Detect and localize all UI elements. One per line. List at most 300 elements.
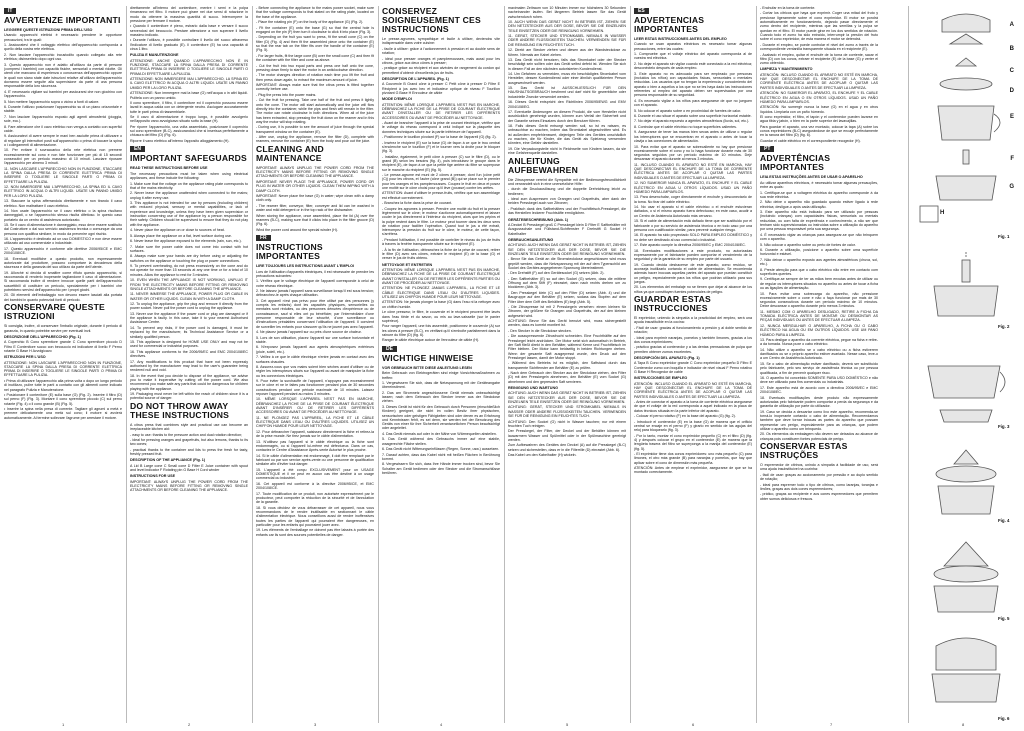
paragraph: 20. Gli elementi dell'imballaggio non devono essere lasciati alla portata dei bambini in quanto potenziali fonti di pericolo.: [4, 293, 122, 302]
fig2-drawing: [914, 246, 1018, 330]
paragraph: - durch die Druckauslösung und die doppelte Drehrichtung leicht zu bedienen;: [508, 187, 626, 196]
paragraph: 6. Durante a utilização, posicione o aparelho sobre uma superfície horizontal e estável.: [760, 248, 878, 257]
subsection-heading: GEBRAUCHSANLEITUNG: [508, 237, 554, 242]
paragraph: ATTENZIONE: ANCHE QUANDO L'APPARECCHIO NON È IN FUNZIONE, STACCARE LA SPINA DALLA PRESA DI CORRENTE ELETTRICA PRIMA DI INSERIRE O TOGLIERE LE SINGOLE PARTI O PRIMA DI EFFETTUARE LA PULIZIA.: [130, 58, 248, 76]
section-heading: INSTRUCTIONS IMPORTANTES: [256, 242, 323, 262]
paragraph: 11. NEVER IMMERSE THE APPLIANCE, POWER PLUG OR CABLE IN WATER OR OTHER LIQUIDS. CLEAN IN WITH A DAMP CLOTH.: [130, 292, 248, 301]
paragraph: Wind the power cord around the special winder (H).: [256, 227, 338, 232]
paragraph: 5. Das Gerät während des Gebrauchs immer auf eine stabile, waagerechte Fläche stellen.: [382, 437, 500, 446]
figure-label: Fig. 4: [998, 518, 1010, 523]
paragraph: Usando apparecchi elettrici è necessario prendere le opportune precauzioni, tra le quali:: [4, 33, 122, 42]
paragraph: - Plug the press into the power mains.: [256, 92, 317, 97]
paragraph: Ranger le câble électrique autour de l'enrouleur de câble (H).: [382, 338, 480, 343]
paragraph: Die Zitruspresse vereint die Sympathie mit der Bedienungsfreundlichkeit und verwandelt sich in eine unersetzliche Hilfe:: [508, 177, 626, 186]
paragraph: 16. O aparelho foi concebido SOMENTE PARA USO DOMÉSTICO e não deve ser utilizado para fins comerciais ou industriais.: [760, 375, 878, 385]
paragraph: 9. Asegurarse de tener las manos bien secas antes de utilizar o regular los interruptores que se encuentran en el aparato o antes de tocar la clavija o las conexiones de alimentación.: [634, 130, 752, 144]
paragraph: 2. No dejar el aparato sin vigilar cuando esté conectado a la red eléctrica; desconéctelo después de cada empleo.: [634, 61, 752, 71]
paragraph: Zum Aufbewahren des Gerätes den Deckel (A) auf die Presskegel (B-C) setzen und sicherstellen, dass er in die Filterrille (D) einrastet (Abb. 6).: [508, 443, 626, 452]
paragraph: 17. Este aparato cumple la directiva 2006/95/EC y EMC 2004/108/EC.: [634, 243, 746, 248]
language-tag: ES: [634, 8, 649, 14]
paragraph: 9. Assicuratevi di avere sempre le mani ben asciutte prima di utilizzare o di regolare gli interruttori posti sull'apparecchio o prima di toccare la spina o i collegamenti di alimentazione.: [4, 134, 122, 147]
paragraph: 10. Para evitar que el aparato se sobrecaliente no hay que presionar excesivamente sobre el cono y no lo haga funcionar durante más de 30 segundos seguidos por un período máximo de 10 minutos. Deje descansar el aparato durante al menos 3 minutos.: [634, 144, 752, 162]
paragraph: - Den Drehstift (F) auf den Gerätesockel (G) setzen (Abb. 2).: [508, 271, 605, 276]
paragraph: 10. EVEN WHEN THE APPLIANCE IS NOT WORKING, UNPLUG IT FROM THE ELECTRICITY MAINS BEFORE FITTING OR REMOVING SINGLE ATTACHMENTS OR BEFORE CLEANING THE APPLIANCE.: [130, 278, 248, 291]
paragraph: 3. Este aparelho não está indicado para ser utilizado por pessoas (incluindo crianças) com capacidades físicas, sensoriais ou mentais reduzidas, ou com falta de experiência e conhecimento, a não ser que tenham sido supervisionadas ou instruídas sobre a utilização do aparelho por uma pessoa responsável pela sua segurança.: [760, 210, 878, 232]
paragraph: 13. Das Gerät nicht benutzen, falls das Stromkabel oder der Stecker beschädigt sein sollten oder das Gerät selbst defekt ist. Wenden Sie sich in diesem Fall an den nächsten autorisierten Kundendienst.: [508, 58, 626, 71]
subsection-heading: READ THESE INSTRUCTIONS BEFORE USE: [130, 166, 208, 171]
paragraph: 14. To prevent any risks, if the power cord is damaged, it must be replaced by the manufacturer, its Technical Assistance Service or a similarly qualified person.: [130, 325, 248, 339]
paragraph: - Ideal para exprimir naranjas, pomelos y también limones, gracias a los dos conos exprimidores;: [634, 335, 752, 344]
paragraph: - ideal zum Auspressen von Orangen und Grapefruits, aber dank der beiden Presskegel auch von Zitronen;: [508, 197, 626, 206]
part-letter: G: [1009, 184, 1014, 190]
subsection-heading: LIMPIEZA Y MANTENIMIENTO: [760, 67, 813, 72]
paragraph: IMPORTANT: ALWAYS UNPLUG THE POWER CORD FROM THE ELECTRICITY MAINS BEFORE FITTING OR REMOVING SINGLE ATTACHMENTS OR BEFORE CLEANING THE APPLIANCE.: [130, 479, 248, 493]
paragraph: ATENCIÓN: NO SUMERGIR EL APARATO, EL ENCHUFE Y EL CABLE ELÉCTRICO EN AGUA O EN OTROS LÍQUIDOS. USAD UN PAÑO HÚMEDO PARA LIMPIARLOS.: [760, 91, 878, 104]
paragraph: - For larger fruits, fit the large cone (B) over the small cone (C) and then fit the container with the filter and cone as above.: [256, 53, 374, 63]
paragraph: 13. Para desenchufar, coger directamente el enchufe y desconectarlo de la toma. No tirar del cable eléctrico.: [634, 195, 752, 204]
paragraph: - Acabado el empleo, quitar el enchufe de la toma de corriente, sacar el filtro (D) con los conos, extraer el recipiente (E) de la base (G) y verter el zumo obtenido.: [760, 52, 878, 66]
paragraph: 12. To unplug the appliance, grip the plug and remove it directly from the power socket. Never pull the power cord to unplug the appliance.: [130, 302, 248, 311]
column-divider: [504, 6, 505, 723]
part-letter: A: [1009, 22, 1014, 28]
paragraph: - El exprimidor tiene dos conos exprimidores: uno más pequeño (C) para limones, el otro más grande (B) para naranjas y pomelos, que hay que aplicar sobre el cono de dimensión más pequeña.: [634, 452, 752, 465]
section-heading: CONSERVAR ESTAS INSTRUÇÕES: [760, 441, 848, 461]
paragraph: El exprimidor, uniendo la simpatía a la practicidad del empleo, será una ayuda insustituible en la cocina:: [634, 316, 752, 325]
paragraph: 8. Assurez-vous que vos mains soient bien sèches avant d'utiliser ou de régler les interrupteurs situés sur l'appareil ou avant de manipuler la fiche ou les connexions électriques.: [256, 364, 374, 378]
paragraph: Ao utilizar aparelhos eléctricos, é necessário tomar algumas precauções, entre as quais:: [760, 180, 878, 190]
paragraph: 10. Per evitare il sovraccarico della rete elettrica non premere eccessivamente sul cono e non fate funzionare per più di 15 secondi consecutivi per un periodo massimo di 10 minuti. Lasciare riposare l'apparecchio per almeno 3 minuti.: [4, 148, 122, 166]
paragraph: ATENCIÓN: Antes de emplear el exprimidor, asegurarse de que se ha montado correctamente.: [634, 466, 752, 475]
column-fr-de: [382, 6, 500, 715]
paragraph: 15. Se il cavo di alimentazione è danneggiato, esso deve essere sostituito dal Costruttore o dal suo servizio assistenza tecnica o comunque da una persona con qualifica similare, in modo da prevenire ogni rischio.: [4, 223, 122, 236]
paragraph: direttamente all'interno del contenitore, mentre i semi e la polpa rimarranno nel filtro. Il motore può girare nei due sensi di rotazione in modo da ottenere la massima quantità di succo. Interrompere la pressione per fermare il motore.: [130, 6, 248, 23]
paragraph: - Avant de brancher l'appareil à la prise de courant électrique, vérifiez que le voltage du réseau correspond à celui indiqué sur la plaquette des données techniques située sur la partie inférieure de l'appareil.: [382, 121, 500, 134]
paragraph: 12. Direkt am Stecker ziehen und diesen aus der Wandsteckdose zu führen. Niemals am Kabel ziehen.: [508, 48, 626, 57]
figure-4: [914, 434, 1018, 522]
paragraph: ACHTUNG: Bevor Sie das Gerät benutzt wird, muss sichergestellt werden, dass es korrekt montiert ist.: [508, 319, 626, 328]
paragraph: - Die auszupressende Zitrusfrucht schneiden. Eine Fruchthälfte auf den Presskegel leicht andrücken. Der Motor setzt sich automatisch in Betrieb, der Saft fließt direkt in den Behälter, während Kerne und Fruchtfleisch im Filter bleiben. Der Motor kann beidseitig in beiden Richtungen drehen. Wenn der gesamte Saft ausgepresst wurde, den Druck auf den Presskegel lassen, damit der Motor stoppt.: [508, 334, 626, 360]
paragraph: - Bevor Sie das Gerät an die Stromsteckdose angeschlossen wird muss geprüft werden, dass die Netzspannung mit der auf dem Typenschild am Sockel des Gerätes angegebenen Spannung übereinstimmt.: [508, 257, 626, 270]
paragraph: 2. Ne laissez jamais l'appareil sans surveillance lorsqu'il est sous tension; débranchez-le après chaque utilisation.: [256, 289, 374, 298]
paragraph: 7. Make sure the power cable does not come into contact with hot surfaces.: [130, 244, 248, 253]
paragraph: Guardar el cable eléctrico en el correspondiente recogedor (H).: [760, 138, 861, 143]
column-it-en: [130, 6, 248, 715]
paragraph: 2. Non lasciare l'apparecchio incustodito quando collegato alla rete elettrica; disinseritelo dopo ogni uso.: [4, 52, 122, 62]
paragraph: 17. Any modifications to this product that have not been expressly authorised by the manufacturer may lead to the user's guarantee being rendered null and void.: [130, 359, 248, 373]
paragraph: 14. Non usate l'apparecchio se il cavo elettrico o la spina risultano danneggiati, o se l'apparecchio stesso risulta difettoso. In questo caso portatelo da un centro di assistenza autorizzato.: [4, 209, 122, 222]
paragraph: - Pendant l'utilisation, il est possible de contrôler le niveau du jus de fruits à travers la fenêtre transparente située sur le récipient (E).: [382, 237, 500, 247]
paragraph: 19. Packaging must never be left within the reach of children since it is a potential source of danger.: [130, 392, 248, 401]
paragraph: When storing the appliance, once assembled, place the lid (A) over the reamers (B-C), making sure that it clicks into place in the filter groove (D) (Fig. 6).: [256, 213, 374, 227]
paragraph: Le cône presseur, le filtre, le couvercle et le récipient peuvent être lavés dans l'eau tiède et du savon, ou mis au lave-vaisselle (sur le panier supérieur).: [382, 310, 500, 323]
paragraph: 16. Dieses Gerät entspricht den Richtlinien 2006/95/EWG und EMV 2004/108/EG.: [508, 100, 626, 109]
paragraph: 20. Los elementos del embalaje no se tienen que dejar al alcance de los niños ya que constituyen fuentes potenciales de peligro.: [634, 285, 752, 294]
rotating-pin-drawing: [963, 150, 969, 164]
paragraph: 1. Make sure that the voltage on the appliance rating plate corresponds to that of the mains electricity.: [130, 181, 248, 190]
column-de: [508, 6, 626, 715]
cord-winder-drawing: [920, 206, 938, 222]
column-en-fr: [256, 6, 374, 715]
language-tag: IT: [4, 8, 16, 14]
figures-column: [914, 6, 1018, 719]
column-divider: [630, 6, 631, 723]
paragraph: - practical thanks to the container and lids to press the fresh for tasty, freshly pressed fruit.: [130, 447, 248, 457]
language-tag: PT: [760, 146, 774, 152]
paragraph: 2. Never leave the appliance unattended when connected to the mains; unplug it after every use.: [130, 191, 248, 200]
paragraph: The necessary precautions must be taken when using electrical appliances, and these include the following:: [130, 171, 248, 181]
paragraph: 6. Das Gerät nicht Witterungseinflüssen (Regen, Sonne, usw.) aussetzen.: [382, 447, 500, 452]
paragraph: 16. L'apparecchio è destinato ad un uso DOMESTICO e non deve essere utilizzato ad uso commerciale o industriale.: [4, 237, 122, 246]
paragraph: - Während des Betriebs ist es möglich, den Saftstand durch das transparente Sichtfenster am Behälter (E) zu prüfen.: [508, 361, 626, 370]
paragraph: 5. Non mettere l'apparecchio sopra o vicino a fonti di calore.: [4, 99, 100, 104]
subsection-heading: REINIGUNG UND WARTUNG: [508, 385, 558, 390]
fig4-drawing: [914, 434, 1018, 522]
paragraph: 10. AUCH WENN DAS GERÄT NICHT IN BETRIEB IST, ZIEHEN SIE DEN NETZSTECKER AUS DER DOSE, BEVOR SIE DIE EINZELNEN TEILE EINSETZEN ODER DIE REINIGUNG VORNEHMEN.: [508, 20, 626, 33]
paragraph: 15. This appliance is designed for HOME USE ONLY and may not be used for commercial or industrial purposes.: [130, 340, 248, 349]
paragraph: ACHTUNG: AUCH WENN DAS GERÄT NICHT IN BETRIEB IST, ZIEHEN SIE DEN NETZSTECKER AUS DER DOSE, BEVOR SIE DIE EINZELNEN TEILE EINSETZEN ODER DIE REINIGUNG VORNEHMEN.: [508, 391, 626, 404]
paragraph: A citrus press that combines style and practical use can become an irreplaceable kitchen aid:: [130, 422, 248, 432]
paragraph: - Cut the fruit into two equal parts and press one half onto the cone, pressing down firmly to start the motor in an anticlockwise direction.: [256, 63, 374, 72]
paragraph: 11. MESMO COM O APARELHO DESLIGADO, RETIRE A FICHA DA TOMADA ELÉCTRICA ANTES DE MONTAR OU DESMONTAR AS PEÇAS INDIVIDUAIS OU ANTES DE EFECTUAR A LIMPEZA.: [760, 309, 878, 323]
paragraph: 9. Pour éviter la surchauffe de l'appareil, n'appuyez pas excessivement sur le cône et ne le faites pas fonctionner pendant plus de 30 secondes consécutives pendant une période maximale de 10 minutes. Laissez reposer l'appareil pendant au moins 3 minutes.: [256, 379, 374, 396]
paragraph: ATTENTION: Avant d'utiliser le presse-fruits, vérifiez que son assemblage est effectué correctement.: [382, 191, 500, 200]
figure-label: Fig. 1: [998, 234, 1010, 239]
paragraph: 3. This appliance is not intended for use by persons (including children) with reduced physical, sensory or mental capabilities, or lack of experience and knowledge, unless they have been given supervision or instruction concerning use of the appliance by a person responsible for their safety. Children should be supervised to ensure that they do not play with the appliance.: [130, 201, 248, 227]
figure-2: [914, 246, 1018, 330]
paragraph: 5. No colocar el aparato sobre o en proximidad de fuentes de calor.: [634, 108, 742, 113]
paragraph: - The motor changes direction of rotation each time you lift the fruit and then press down again, to extract the maximum amount of juice.: [256, 73, 374, 82]
paragraph: IMPORTANT: Never place the base (G) in water; wipe clean with a damp cloth only.: [256, 194, 374, 203]
base-drawing: [936, 176, 996, 200]
paragraph: • Inserire la spina nella presa di corrente. Tagliare gli agrumi a metà e premere delicatamente una metà sul cono; il motore si avvierà automaticamente. Al termine sollevare l'agrume per arrestare il motore.: [4, 407, 122, 420]
paragraph: - prático, graças ao recipiente e aos cones espremedores que permitem obter sumos deliciosos e frescos.: [760, 492, 878, 501]
section-heading: CLEANING AND MAINTENANCE: [256, 143, 324, 163]
paragraph: 5. Não colocar o aparelho sobre ou perto de fontes de calor.: [760, 242, 856, 247]
part-letter: E: [1009, 114, 1014, 120]
paragraph: - Fit the container (E) onto the base (G) so that the central hole is engaged on the pin (F) then turn it clockwise to click it into place (Fig. 3).: [256, 25, 374, 34]
paragraph: - Installez, également, le petit cône à presser (C) sur le filtre (D), ou le grand (B) selon les besoins (fig. 4), puis introduisez le groupe dans le récipient (E), de façon à ce que la petite tige arrière du filtre se superpose sur le manche du récipient (E) (fig. 5).: [382, 154, 500, 172]
paragraph: 11. GERÄT, STECKER UND STROMKABEL NIEMALS IN WASSER ODER ANDERE FLÜSSIGKEITEN TAUCHEN. VERWENDEN SIE FÜR DIE REINIGUNG EIN FEUCHTES TUCH.: [508, 34, 626, 47]
language-tag: EN: [130, 146, 145, 152]
paragraph: O espremedor de citrinos, unindo a simpatia à facilidade de uso, será uma ajuda insubstituível na cozinha:: [760, 463, 878, 472]
paragraph: 5. Always place the appliance on a flat, level surface during use.: [130, 233, 232, 238]
page-number: 3: [314, 722, 317, 727]
paragraph: 6. Never leave the appliance exposed to the elements (rain, sun, etc.).: [130, 239, 242, 244]
paragraph: 14. Não utilize o aparelho se o cabo eléctrico ou a ficha estiverem danificados ou se o próprio aparelho estiver avariado. Nesse caso, leve-o a um Centro de Assistência Autorizado.: [760, 347, 878, 361]
paragraph: - Praktisch dank des Saftbehälters und der Fruchtfleisch-Presskegel, die das Herstellen leckerer Fruchtsäfte ermöglichen.: [508, 206, 626, 216]
paragraph: Das Kabel um den Kabelhalter (H) wickeln.: [508, 453, 577, 458]
section-heading: GUARDAR ESTAS INSTRUCCIONES: [634, 294, 711, 314]
paragraph: 6. Durante l'utilizzo posizionare l'apparecchio su di un piano orizzontale e stabile.: [4, 104, 122, 114]
paragraph: 15. L'appareil a été conçu EXCLUSIVEMENT pour un USAGE DOMESTIQUE et il ne peut en aucun cas être destiné à un usage commercial ou industriel.: [256, 467, 374, 481]
paragraph: - Before connecting the appliance to the mains power socket, make sure that the voltage corresponds to that stated on the rating plate, located on the base of the appliance.: [256, 6, 374, 19]
paragraph: - The reamer filter, conveyor, filter, conveyer and lid can be washed in water and mild detergent or in the top rack of the dishwasher.: [256, 203, 374, 213]
section-heading: ADVERTENCIAS IMPORTANTES: [634, 15, 705, 34]
paragraph: 1. Vergewissern Sie sich, dass die Netzspannung mit der Geräteangabe übereinstimmt.: [382, 381, 500, 390]
paragraph: 12. NO SUMERGIR NUNCA EL APARATO, EL ENCHUFE Y EL CABLE ELÉCTRICO EN AGUA U OTROS LÍQUIDOS. USAD UN PAÑO HÚMEDO PARA LIMPIARLOS.: [634, 181, 752, 194]
paragraph: 2. Das am Stromnetz angeschlossene Gerät niemals unbeaufsichtigt lassen; nach dem Gebrauch den Stecker immer aus der Steckdose ziehen.: [382, 390, 500, 404]
paragraph: - Place the rotating pin (F) on the body of the appliance (G) (Fig. 2).: [256, 20, 364, 25]
figure-3: [914, 338, 1018, 429]
section-heading: AVVERTENZE IMPORTANTI: [4, 15, 121, 25]
section-heading: IMPORTANT SAFEGUARDS: [130, 153, 247, 164]
paragraph: 18. Falls dieses Gerät entsorgt werden soll, so ist es ratsam, es unbrauchbar zu machen, indem das Stromkabel abgeschnitten wird. Es ist außerdem empfehlenswert, diejenigen Teile des Gerätes unschädlich zu machen, die für Kinder, die das Gerät als Spielzeug verwenden könnten, eine Gefahr darstellen.: [508, 124, 626, 146]
paragraph: - Enchufar en la toma de corriente.: [760, 6, 816, 10]
paragraph: 12. NUNCA MERGULHAR O APARELHO, A FICHA OU O CABO ELÉCTRICO NA ÁGUA OU EM OUTROS LÍQUIDOS. USE UM PANO HÚMIDO PARA A LIMPEZA.: [760, 323, 878, 337]
paragraph: 7. Darauf achten, dass das Kabel nicht mit heißen Flächen in Berührung kommt.: [382, 452, 500, 461]
paragraph: - Fácil de usar: gracias al funcionamiento a presión y al doble sentido de rotación;: [634, 325, 752, 335]
language-tag: FR: [256, 235, 271, 241]
subsection-heading: INSTRUCCIONES DE EMPLEO: [634, 376, 688, 381]
part-letter: D: [1009, 88, 1014, 94]
paragraph: ATTENZIONE: NON IMMERGERE MAI L'APPARECCHIO, LA SPINA ED IL CAVO ELETTRICO IN ACQUA O ALTRI LIQUIDI. USATE UN PANNO UMIDO PER LA LORO PULIZIA.: [130, 77, 248, 90]
paragraph: 19. Les éléments de l'emballage ne doivent pas être laissés à portée des enfants car ils sont des sources potentielles de danger.: [256, 528, 374, 537]
fig3-drawing: [914, 338, 1018, 426]
paragraph: ACHTUNG: GERÄT, STECKER UND STROMKABEL NIEMALS IN WASSER ODER ANDERE FLÜSSIGKEITEN TAUCHEN. VERWENDEN SIE FÜR DIE REINIGUNG EIN FEUCHTES TUCH.: [508, 405, 626, 419]
paragraph: 13. Staccare la spina afferrandola direttamente e non tirando il cavo elettrico. Non maltrattare il cavo elettrico.: [4, 199, 122, 208]
paragraph: maximalen Zeitraum von 10 Minuten immer nur höchstens 30 Sekunden nacheinander laufen. Bei längerem Betrieb lassen Sie das Gerät zwischendurch ruhen.: [508, 6, 626, 19]
paragraph: 7. Non lasciare l'apparecchio esposto agli agenti atmosferici (pioggia, sole, ecc.).: [4, 114, 122, 124]
paragraph: 16. El aparato ha sido proyectado SOLO PARA EMPLEO DOMÉSTICO y no debe ser destinado al uso comercial o industrial.: [634, 233, 752, 242]
paragraph: 12. Pour débrancher l'appareil, saisissez directement la fiche et retirez-la de la prise murale. Ne tirez jamais sur le câble d'alimentation.: [256, 429, 374, 439]
figure-1: [914, 10, 1018, 239]
paragraph: ATTENTION: NE PLONGEZ JAMAIS L'APPAREIL, LA FICHE ET LE CÂBLE ÉLECTRIQUE DANS L'EAU OU D'AUTRES LIQUIDES. UTILISEZ UN CHIFFON HUMIDE POUR LEUR NETTOYAGE.: [382, 286, 500, 299]
paragraph: 17. Toute modification de ce produit, non autorisée expressément par le producteur, peut comporter la réduction de la sécurité et de l'annulation de la garantie.: [256, 491, 374, 505]
paragraph: - facile à utiliser: grâce à l'actionnement à pression et au double sens de rotation;: [382, 46, 500, 56]
subsection-heading: VOR GEBRAUCH BITTE DIESE ANLEITUNG LESEN: [382, 365, 472, 370]
paragraph: 8. Controlar que el cable eléctrico no toque superficies calientes.: [634, 124, 737, 129]
paragraph: 18. Eventuales modificaciones a este producto, no autorizadas expresamente por el fabricante pueden comportar el vencimiento de la seguridad y de la garantía de su empleo por parte del usuario.: [634, 248, 752, 262]
paragraph: 11. INCLUSO CUANDO EL APARATO NO ESTÉ EN MARCHA, HAY QUE DESCONECTAR EL ENCHUFE DE LA TOMA DE CORRIENTE ELÉCTRICA ANTES DE ACOPLAR O QUITAR LAS PARTES INDIVIDUALES O ANTES DE EFECTUAR LA LIMPIEZA.: [634, 162, 752, 180]
column-es: [634, 6, 752, 715]
paragraph: - Durante el empleo, se puede controlar el nivel del zumo a través de la correspondiente ventanilla transparente situada en el recipiente (E).: [760, 42, 878, 52]
paragraph: ATTENZIONE: NON LASCIARE L'APPARECCHIO NON IN FUNZIONE, STACCARE LA SPINA DALLA PRESA DI CORRENTE ELETTRICA PRIMA DI INSERIRE O TOGLIERE LE SINGOLE PARTI O PRIMA DI EFFETTUARE LA PULIZIA.: [4, 360, 122, 378]
paragraph: ATTENTION: MÊME LORSQUE L'APPAREIL N'EST PAS EN MARCHE, DÉBRANCHEZ LA FICHE DE LA PRISE DE COURANT ÉLECTRIQUE AVANT D'INSTALLER OU DE RETIRER LES DIFFÉRENTS ACCESSOIRES OU AVANT DE PROCÉDER AU NETTOYAGE.: [382, 102, 500, 120]
figure-label: Fig. 6: [998, 716, 1010, 721]
paragraph: ATTENZIONE: Non immergere mai la base (G) nell'acqua o in altri liquidi. Pulitela con un panno umido.: [130, 91, 248, 100]
subsection-heading: MODE D'EMPLOI: [382, 97, 412, 102]
column-divider: [252, 6, 253, 723]
paragraph: 8. Fare attenzione che il cavo elettrico non venga a contatto con superfici calde.: [4, 124, 122, 133]
paragraph: 13. Para desligar o aparelho da corrente eléctrica, pegue na ficha e retire-a da tomada. Nunca puxe o cabo eléctrico.: [760, 338, 878, 347]
paragraph: 4. E' necessario vigilare sui bambini per assicurarsi che non giochino con l'apparecchio.: [4, 89, 122, 99]
part-letter: C: [1009, 68, 1014, 74]
paragraph: IMPORTANT: Always make sure that the citrus press is fitted together correctly before use.: [256, 83, 374, 92]
paragraph: Il cono spremitore, il filtro, il contenitore ed il coperchio possono essere lavati in acqua calda con un detergente neutro. Asciugare accuratamente tutte le parti prima di riassemblarle.: [130, 100, 248, 114]
paragraph: A Deckel B Presskegel groß C Presskegel klein D Filter E Saftbehälter mit Ausgussschale und Füllstand-Sichtfenster F Drehstift G Sockel H Kabelhalter: [508, 222, 626, 236]
paragraph: A Couvercle B Grand cône à presser C Petit cône à presser D Filtre E Récipient à jus avec bec et indicateur optique de niveau F Tourillon pivotant G Base H Enrouleur de câble: [382, 82, 500, 95]
subsection-heading: PULIZIA E MANUTENZIONE: [130, 53, 179, 58]
paragraph: 16. Cet appareil est conforme à la directive 2006/95/CE, et EMC 2004/108/CE.: [256, 481, 374, 491]
paragraph: ATENCIÓN: No sumergir nunca la base (G) en el agua y en otros líquidos. Limpiarla con un paño húmedo.: [760, 105, 878, 114]
paragraph: 1. Certifique-se que a voltagem eléctrica do aparelho corresponde à da sua rede eléctrica.: [760, 190, 878, 199]
paragraph: 1. Assicuratevi che il voltaggio elettrico dell'apparecchio corrisponda a quello della vostra rete elettrica.: [4, 43, 122, 52]
fig6-drawing: [914, 626, 1018, 714]
paragraph: 8. Vergewissern Sie sich, dass Ihre Hände immer trocken sind, bevor Sie Schalter am Gerät bedienen oder den Stecker und die Stromanschlüsse berühren.: [382, 462, 500, 476]
paragraph: 19. Cuando decida deshacerse de este aparato, como residuo, se aconseja inutilizarlo cortando el cable de alimentación. Se recomienda además hacer inocuas aquellas partes del aparato que puedan constituir un peligro, especialmente para los niños que podrían utilizarlo para sus juegos.: [634, 262, 752, 284]
paragraph: ATENCIÓN: INCLUSO CUANDO EL APARATO NO ESTÉ EN MARCHA, HAY QUE DESCONECTAR EL ENCHUFE DE LA TOMA DE CORRIENTE ELÉCTRICA ANTES DE ACOPLAR O QUITAR LAS PARTES INDIVIDUALES O ANTES DE EFECTUAR LA LIMPIEZA.: [634, 381, 752, 399]
part-letter: F: [1010, 156, 1014, 162]
large-cone-drawing: [950, 34, 982, 44]
paragraph: - Depending on the fruit you want to press, fit the small cone (C) on the filter (D) (Fig. 4) and then fit the assembled piece onto the container (E) so that the rear tab on the filter fits over the handle of the container (E) (Fig. 5).: [256, 35, 374, 53]
paragraph: 7. Não deixar o aparelho exposto aos agentes atmosféricos (chuva, sol, etc.).: [760, 257, 878, 267]
figure-label: Fig. 2: [998, 324, 1010, 329]
paragraph: • Posizionare il contenitore (E) sulla base (G) (Fig. 2). Inserire il filtro (D) sul perno (F) (Fig. 3). Montare il cono spremitore piccolo (C) sul perno rotante (Fig. 4) o il cono grande (B) (Fig. 5).: [4, 393, 122, 406]
subsection-heading: NETTOYAGE ET ENTRETIEN: [382, 262, 433, 267]
paragraph: 17. Eventuelle Änderungen an diesem Produkt, die vom Hersteller nicht ausdrücklich genehmigt wurden, können zum Verfall der Sicherheit und der Garantie seines Einsatzes durch den Benutzer führen.: [508, 110, 626, 123]
paragraph: Le presse-agrumes, sympathique et facile à utiliser, deviendra vite indispensable dans votre cuisine:: [382, 37, 500, 46]
paragraph: 2. Não deixe o aparelho não guardado quando estiver ligado à rede eléctrica; desligue-o após cada utilização.: [760, 200, 878, 209]
paragraph: - práctico gracias al contenedor y a las dentas prensadoras de pulpa que permiten obtener zumos excelentes.: [634, 345, 752, 354]
paragraph: IMPORTANT: ALWAYS UNPLUG THE POWER CORD FROM THE ELECTRICITY MAINS BEFORE FITTING OR REMOVING SINGLE ATTACHMENTS OR BEFORE CLEANING THE APPLIANCE.: [256, 165, 374, 179]
paragraph: 3. Dieses Gerät ist nicht für den Gebrauch durch Personen (einschließlich Kindern) geeignet, die nicht im vollen Besitz ihrer physischen, sensorischen oder geistigen Fähigkeiten sind oder denen es an Erfahrung und Kenntnissen fehlt, es sei denn, sie werden bei der Benutzung des Geräts von einer für ihre Sicherheit verantwortlichen Person beaufsichtigt oder angeleitet.: [382, 404, 500, 431]
language-tag: DE: [382, 346, 397, 352]
paragraph: 19. Die Verpackungsteile nicht in Reichweite von Kindern lassen, da sie eine Gefahrenquelle darstellen.: [508, 146, 626, 156]
subsection-heading: GERÄTEBESCHREIBUNG (Abb. 1): [508, 217, 569, 222]
paragraph: 4. É necessário vigiar as crianças para assegurar-se que não brinquem com o aparelho.: [760, 232, 878, 242]
paragraph: Beim Gebrauch von Elektrogeräten sind einige Vorsichtsmaßnahmen zu treffen:: [382, 371, 500, 380]
subsection-heading: ISTRUZIONI PER L'USO: [4, 355, 46, 360]
subsection-heading: DESCRIZIONE DELL'APPARECCHIO (Fig. 1): [4, 334, 81, 339]
paragraph: Per riporre l'apparecchio, una volta assemblato, posizionare il coperchio sul cono spremitore (B-C), assicurandosi che si inserisca perfettamente a chiusura del filtro (D) (Fig. 6).: [130, 124, 248, 138]
figure-label: Fig. 5: [998, 616, 1010, 621]
filter-drawing: [940, 78, 992, 90]
paragraph: Se il cavo di alimentazione è troppo lungo, è possibile avvolgerlo nell'apposito vano avvolgicavo situato sotto la base (H).: [130, 115, 248, 124]
paragraph: Si consiglia, inoltre, di conservare l'imballo originale, durante il periodo di garanzia, in quanto potrebbe servire per eventuali invii.: [4, 324, 122, 333]
paragraph: - Colocar el perno rotativo (F) en la base del aparato (G) (fig. 2).: [634, 414, 736, 419]
paragraph: 8. Always make sure your hands are dry before using or adjusting the switches on the appliance or touching the plug or power connections.: [130, 254, 248, 263]
paragraph: 3. Cet appareil n'est pas prévu pour être utilisé par des personnes (y compris les enfants) dont les capacités physiques, sensorielles ou mentales sont réduites, ou des personnes dénuées d'expérience ou de connaissance, sauf si elles ont pu bénéficier, par l'intermédiaire d'une personne responsable de leur sécurité, d'une surveillance ou d'instructions préalables concernant l'utilisation de l'appareil. Il convient de surveiller les enfants pour s'assurer qu'ils ne jouent pas avec l'appareil.: [256, 298, 374, 329]
paragraph: 13. Never use the appliance if the power cord or plug are damaged or if the appliance is faulty. In this case, take it to your nearest Authorised Assistance Centre.: [130, 311, 248, 325]
figure-label: Fig. 3: [998, 424, 1010, 429]
figure-6: [914, 626, 1018, 721]
paragraph: - easy to use: thanks to the pressure action and dual rotation direction;: [130, 432, 243, 437]
paragraph: 17. Este aparelho está de acordo com a directiva 2006/95/EC e EMC 2004/108/EC.: [760, 385, 878, 395]
paragraph: IMPORTANT: NEVER PLACE THE APPLIANCE, POWER CORD OR PLUG IN WATER OR OTHER LIQUIDS. CLEAN THEM WIPING WITH A DAMP CLOTH.: [256, 179, 374, 193]
paragraph: - Die Zitruspresse ist mit 2 Presskegeln versehen: einem kleinen für Zitronen, der größere für Orangen und Grapefruits, der auf den kleinen aufgesetzt wird.: [508, 305, 626, 318]
paragraph: - Nach dem Gebrauch den Stecker aus der Steckdose ziehen, den Filter (D) mit den Presskegeln abnehmen, den Behälter (E) vom Sockel (G) abnehmen und den gepressten Saft servieren.: [508, 371, 626, 384]
subsection-heading: DESCRIPTION OF THE APPLIANCE (Fig. 1): [130, 458, 206, 463]
paragraph: ATENCIÓN: INCLUSO CUANDO EL APARATO NO ESTÉ EN MARCHA, HAY QUE DESCONECTAR EL ENCHUFE DE LA TOMA DE CORRIENTE ELÉCTRICA ANTES DE ACOPLAR O QUITAR LAS PARTES INDIVIDUALES O ANTES DE EFECTUAR LA LIMPIEZA.: [760, 72, 878, 90]
paragraph: - Antes de conectar el aparato a la toma de corriente eléctrica asegurarse de que el voltaje de la red corresponda a aquel indicado en la placa de datos técnicos situada en la parte inferior del aparato.: [634, 400, 752, 413]
paragraph: 4. Das Gerät niemals auf oder in der Nähe von Wärmequellen abstellen.: [382, 431, 497, 436]
paragraph: - Coupez les agrumes à presser. Prendre une moitié du fruit et la presser légèrement sur le cône; le moteur s'actionne automatiquement et laisser couler le jus directement à l'intérieur du récipient, alors que les pépins et la pulpe restent dans le filtre. Le moteur peut tourner dans les deux sens de rotation pour faciliter l'opération. Quand tout le jus a été extrait, interrompez la pression du fruit sur le cône, le moteur, de cette façon, s'arrêtera.: [382, 206, 500, 237]
paragraph: - À la fin de l'utilisation, débranchez la fiche de la prise de courant, retirer le filtre (D) avec ses cônes, extraire le récipient (E) de la base (G) et verser le jus de fruits obtenu.: [382, 247, 500, 261]
paragraph: - During use, it is possible to see the amount of juice through the special transparent window on the container (E).: [256, 125, 374, 134]
subsection-heading: LIRE TOUJOURS LES INSTRUCTIONS AVANT L'EMPLOI: [256, 264, 355, 269]
paragraph: 4. Es necesario vigilar a los niños para asegurarse de que no jueguen con el aparato.: [634, 98, 752, 108]
paragraph: 5. Lors de son utilisation, placez l'appareil sur une surface horizontale et stable.: [256, 335, 374, 344]
paragraph: Cuando se usan aparatos eléctricos es necesario tomar algunas precauciones, entre las cuales:: [634, 42, 752, 51]
subsection-heading: DESCRIPTION DE L'APPAREIL (Fig. 1): [382, 76, 449, 81]
paragraph: 6. N'exposez jamais l'appareil aux agents atmosphériques extérieurs (pluie, soleil, etc.).: [256, 345, 374, 354]
paragraph: 16. This appliance conforms to the 2006/95/EC and EMC 2004/108/EC directives.: [130, 349, 248, 359]
paragraph: 4. Never place the appliance on or close to sources of heat.: [130, 228, 225, 233]
paragraph: - Insérez le récipient (E) sur la base (G) de façon à ce que le trou central s'enclenche sur le tourillon (F) et le tourner vers la droite pour le bloquer (fig. 3).: [382, 140, 500, 154]
paragraph: - idéal pour presser oranges et pamplemousses, mais aussi pour les citrons, grâce aux deux cônes à presser;: [382, 56, 500, 65]
paragraph: - fácil de usar: graças ao accionamento por pressão e ao duplo sentido de rotação;: [760, 472, 878, 482]
paragraph: 11. NON LASCIARE L'APPARECCHIO NON IN FUNZIONE, STACCARE LA SPINA DALLA PRESA DI CORRENTE ELETTRICA PRIMA DI INSERIRE O TOGLIERE LE SINGOLE PARTI O PRIMA DI EFFETTUARE LA PULIZIA.: [4, 166, 122, 184]
paragraph: • Prima di utilizzare l'apparecchio alla prima volta o dopo un lungo periodo di inutilizzo, pulire tutte le parti a contatto con gli alimenti come indicato nel paragrafo Pulizia e Manutenzione.: [4, 378, 122, 392]
paragraph: 18. Eventuali modifiche a questo prodotto, non espressamente autorizzate dal produttore, possono comportare la decadenza della sicurezza e della garanzia del suo utilizzo da parte dell'utente.: [4, 256, 122, 270]
section-heading: DO NOT THROW AWAY THESE INSTRUCTIONS: [130, 400, 230, 420]
paragraph: 3. Questo apparecchio non è adatto all'utilizzo da parte di persone (compresi i bambini) con capacità fisiche, sensoriali o mentali ridotte. Gli utenti che mancano di esperienza o conoscenza dell'apparecchio oppure le quali non siano state date istruzioni relative all'utilizzo dell'apparecchio dovranno essere seguite alla supervisione da parte di una persona responsabile della loro sicurezza.: [4, 62, 122, 89]
paragraph: - Introducir el contenedor (E) en la base (G) de manera que el orificio central se encaje en el perno (F) y girarlo en sentido de las agujas del reloj para bloquearlo (fig. 3).: [634, 419, 752, 433]
section-heading: WICHTIGE HINWEISE: [382, 352, 474, 363]
exploded-view-drawing: [914, 10, 1018, 232]
paragraph: 18. Si vous décidez de vous débarrasser de cet appareil, nous vous recommandons de le rendre inutilisable en sectionnant le câble d'alimentation électrique. Nous conseillons aussi de rendre inoffensives toutes les parties de l'appareil qui pourraient être dangereuses, en particulier pour les enfants qui pourraient jouer avec.: [256, 505, 374, 527]
part-letter: H: [940, 210, 945, 216]
paragraph: 10. Para evitar uma sobrecarga do aparelho, não pressione excessivamente sobre o cone e não o faça funcionar por mais de 30 segundos consecutivos durante um período máximo de 10 minutos. Deixe descansar o aparelho durante pelo menos 3 minutos.: [760, 291, 878, 309]
paragraph: 15. Se o cabo de alimentação estiver danificado, deverá ser substituído pelo fabricante, pelo seu serviço de assistência técnica ou por pessoa qualificada, a fim de prevenir qualquer risco.: [760, 361, 878, 375]
paragraph: Para guardar el aparato, una vez montado, colocar la tapa (A) sobre los conos exprimidores (B-C) asegurándose de que se encaje perfectamente en la ranura del filtro (D) (fig. 6).: [760, 124, 878, 138]
paragraph: • Durante l'utilizzo, è possibile controllare il livello del succo attraverso l'indicatore di livello graduato (E). Il contenitore (E) ha una capacità di circa 1 litro.: [130, 38, 248, 52]
subsection-heading: LEER ESTAS INSTRUCCIONES ANTES DEL EMPLEO: [634, 37, 727, 41]
section-heading: ANLEITUNG AUFBEWAHREN: [508, 155, 578, 175]
paragraph: 3. Este aparato no es adecuado para ser empleado por personas (incluidos los niños) con capacidades físicas, sensoriales o mentales reducidas. Los usuarios que no tengan la experiencia y conocimiento del aparato o bien a aquellos a los que no se les haya dado las instrucciones referentes al empleo del aparato deben ser supervisados por una persona responsable de su seguridad.: [634, 71, 752, 98]
paragraph: 9. To prevent overheating, do not press excessively on the cone and do not operate for more than 15 seconds at any one time or for a total of 10 minutes. Allow the appliance to rest for 3 minutes.: [130, 264, 248, 277]
subsection-heading: LEIA ESTAS INSTRUÇÕES ANTES DE USAR O APARELHO: [760, 175, 863, 180]
paragraph: - After use, unplug the appliance, remove the filter (D), complete with reamers, remove the container (E) from the body and pour out the juice.: [256, 135, 374, 144]
subsection-heading: DESCRIPCIÓN DEL APARATO (Fig. 1): [634, 356, 700, 361]
paragraph: - Cut the fruit for pressing. Take one half of the fruit and press it lightly onto the cone. The motor will start automatically and the juice will flow directly into the container, while the pips and flesh will remain in the filter. The motor can rotate clockwise in both directions. When all of the juice has been extracted, stop pressing the fruit down on the reamer and in this way the motor will stop rotating.: [256, 98, 374, 124]
paragraph: - Den Saftbehälter (E) so auf den Sockel (G) setzen, dass die mittlere Öffnung auf dem Stift (F) einrastet, dann nach rechts drehen um zu blockieren (Abb. 3).: [508, 276, 626, 290]
small-cone-drawing: [956, 58, 976, 66]
paragraph: - Den Presskegel klein (C) auf den Filter (D) setzen (Abb. 4) und die Baugruppe auf den Behälter (E) setzen, sodass das Stopfen auf dem Filter über dem Griff des Behälters (E) liegt (Abb. 5).: [508, 290, 626, 304]
paragraph: - ideal para espremer todo o tipo de citrinos, como laranjas, toranjas e limões, graças aos dois cones espremedores;: [760, 482, 878, 491]
paragraph: 7. Veillez à ce que le câble électrique n'entre jamais en contact avec des surfaces chaudes.: [256, 355, 374, 364]
paragraph: ACHTUNG: AUCH WENN DAS GERÄT NICHT IN BETRIEB IST, ZIEHEN SIE DEN NETZSTECKER AUS DER DOSE, BEVOR SIE DIE EINZELNEN TEILE EINSETZEN ODER DIE REINIGUNG VORNEHMEN.: [508, 243, 626, 256]
section-heading: CONSERVARE QUESTE ISTRUZIONI: [4, 302, 105, 322]
page-number: 1: [62, 722, 65, 727]
paragraph: ATTENTION: MÊME LORSQUE L'APPAREIL N'EST PAS EN MARCHE, DÉBRANCHEZ LA FICHE DE LA PRISE DE COURANT ÉLECTRIQUE AVANT D'INSTALLER OU DE RETIRER LES DIFFÉRENTS PARTIES OU AVANT DE PROCÉDER AU NETTOYAGE.: [382, 268, 500, 285]
section-heading: CONSERVEZ SOIGNEUSEMENT CES INSTRUCTIONS: [382, 6, 481, 34]
figure-5: [914, 530, 1018, 621]
column-divider: [756, 6, 757, 723]
paragraph: 19. Allorché si decida di smaltire come rifiuto questo apparecchio, si raccomanda di renderlo inoperante tagliandone il cavo di alimentazione. Si raccomanda inoltre di rendere innocue quelle parti dell'apparecchio suscettibili di costituire un pericolo, specialmente per i bambini che potrebbero servirsi dell'apparecchio per i propri giochi.: [4, 270, 122, 292]
container-drawing: [938, 106, 994, 140]
paragraph: - Positionnez le tourillon pivotant (F) sur la base de l'appareil (G) (fig. 2).: [382, 135, 497, 140]
paragraph: - ideal for pressing oranges and grapefruits, but also lemons, thanks to its two cones;: [130, 438, 248, 447]
lid-part-drawing: [942, 14, 990, 32]
paragraph: Lors de l'utilisation d'appareils électriques, il est nécessaire de prendre les précautions suivantes:: [256, 269, 374, 278]
paragraph: 15. Si el cable de alimentación está dañado tiene que ser sustituido por el fabricante o por su servicio de asistencia técnica o en todo caso por una persona con cualificación similar, para prevenir cualquier riesgo.: [634, 219, 752, 232]
spout-handle-drawing: [994, 114, 1000, 132]
paragraph: ATTENTION: Ne jamais plonger la base (G) dans l'eau ni la nettoyer avec un chiffon humide.: [382, 300, 500, 309]
paragraph: 7. No dejar el aparato expuesto a agentes atmosféricos (lluvia, sol, etc.).: [634, 119, 750, 124]
paragraph: 12. NON IMMERGERE MAI L'APPARECCHIO, LA SPINA ED IL CAVO ELETTRICO IN ACQUA O ALTRI LIQUIDI. USATE UN PANNO UMIDO PER LA LORO PULIZIA.: [4, 185, 122, 198]
paragraph: - Branchez la fiche dans la prise de courant.: [382, 201, 453, 206]
paragraph: - Le presse-agrume est muni de 2 cônes à presser, dont l'un (cône petit (C)) pour les citrons, et l'autre (cône grand (B)) qui se place sur le premier pour les oranges et les pamplemousses. Coupez le fruit en deux et posez une moitié sur le cône choisi pour qu'il lève (pousse) contre les arêtes.: [382, 173, 500, 190]
section-heading: ADVERTÊNCIAS IMPORTANTES: [760, 153, 831, 173]
column-divider: [908, 6, 909, 723]
paragraph: 14. Um Gefahren zu vermeiden, muss ein beschädigtes Stromkabel vom Hersteller, dessen Kundendienst oder einer ähnlich qualifizierten Person ausgewechselt werden.: [508, 72, 626, 85]
page-number: 8: [962, 722, 965, 727]
paragraph: - Por lo tanto, montar el cono exprimidor pequeño (C) en el filtro (D) (fig. 4) y después colocar el grupo en el contenedor (E) de manera que la lengüeta trasera del filtro se superponga a la manija del contenedor (E) (fig. 5).: [634, 433, 752, 451]
subsection-heading: INSTRUCTIONS FOR USE: [130, 474, 176, 479]
paragraph: 10. MÊME LORSQUE L'APPAREIL N'EST PAS EN MARCHE, DÉBRANCHEZ LA FICHE DE LA PRISE DE COURANT ÉLECTRIQUE AVANT D'INSÉRER OU DE RETIRER LES DIFFÉRENTS ACCESSOIRES OU AVANT DE PROCÉDER AU NETTOYAGE.: [256, 397, 374, 415]
paragraph: - pratique grâce au récipient et aux alvéoles de rangement du cordon qui permettent d'obtenir d'excellents jus de fruits.: [382, 66, 500, 75]
part-letter: B: [1009, 46, 1014, 52]
paragraph: 18. Eventuais modificações deste produto não expressamente autorizadas pelo fabricante podem comportar a perda da segurança e da garantia de utilização por parte do utilizador.: [760, 395, 878, 409]
paragraph: 14. No usar el aparato si el cable eléctrico o el enchufe estuvieran dañados, o si el mismo aparato fuera defectuoso; en este caso, acudir a un Centro de Asistencia Autorizado más cercano.: [634, 205, 752, 218]
page-number: 4: [440, 722, 443, 727]
column-divider: [378, 6, 379, 723]
paragraph: 8. Preste atenção para que o cabo eléctrico não entre em contacto com superfícies quentes.: [760, 267, 878, 276]
paragraph: 17. Questo apparecchio è conforme alle direttive 2006/95/CE e EMC 2004/108/CE.: [4, 246, 122, 256]
paragraph: Pour ranger l'appareil, une fois assemblé, positionnez le couvercle (A) sur les cônes à presser (B-C), en vérifiant qu'il s'emboîte parfaitement dans la rainure du filtre (D) (fig. 6).: [382, 324, 500, 337]
paragraph: 9. Certifique-se sempre de ter as mãos bem enxutas antes de utilizar ou de regular os interruptores situados no aparelho ou antes de tocar a ficha ou as ligações de alimentação.: [760, 277, 878, 291]
